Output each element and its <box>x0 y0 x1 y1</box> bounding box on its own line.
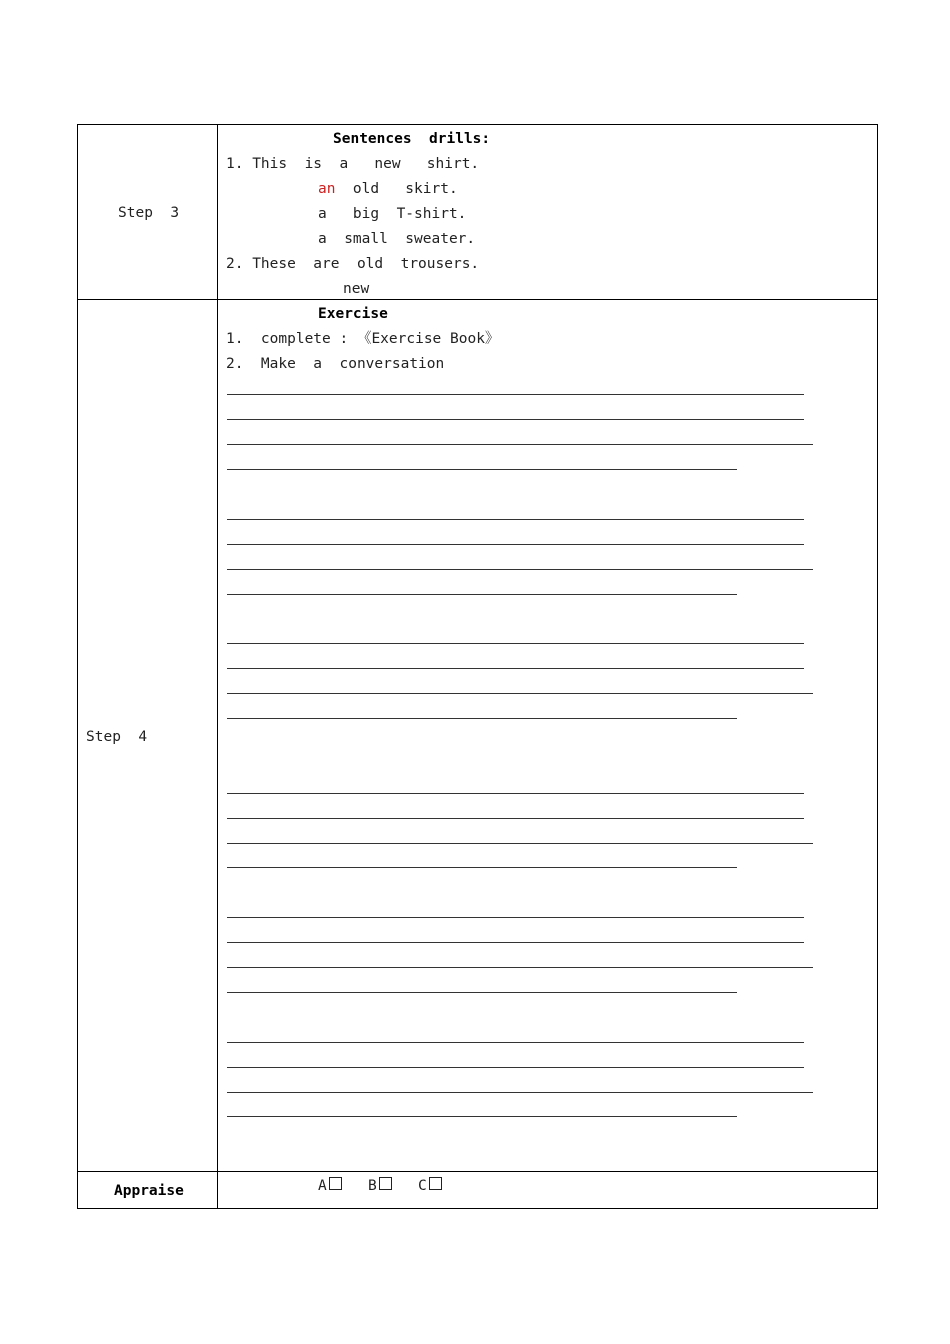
step3-label-cell <box>78 125 218 300</box>
writing-line <box>227 1116 737 1117</box>
writing-line <box>227 1042 804 1043</box>
writing-line <box>227 519 804 520</box>
grade-a-label: A <box>318 1178 327 1194</box>
grade-a[interactable] <box>318 1177 342 1195</box>
step4-content-cell <box>218 300 878 1172</box>
step3-heading: Sentences drills: <box>333 131 491 147</box>
step3-content-cell <box>218 125 878 300</box>
exercise-item-1: 1. complete : 《Exercise Book》 <box>226 331 500 347</box>
writing-line <box>227 867 737 868</box>
writing-line <box>227 444 813 445</box>
drill-line-1: 1. This is a new shirt. <box>226 156 480 172</box>
writing-line <box>227 394 804 395</box>
writing-line <box>227 818 804 819</box>
writing-line <box>227 594 737 595</box>
writing-line <box>227 693 813 694</box>
writing-line <box>227 643 804 644</box>
writing-line <box>227 469 737 470</box>
writing-line <box>227 1092 813 1093</box>
step4-label-cell <box>78 300 218 1172</box>
checkbox-icon[interactable] <box>329 1177 342 1190</box>
step4-label: Step 4 <box>86 729 148 745</box>
drill-article-highlight: an <box>318 181 336 197</box>
step3-label: Step 3 <box>118 205 180 221</box>
appraise-label-cell <box>78 1172 218 1209</box>
drill-line-5: 2. These are old trousers. <box>226 256 480 272</box>
appraise-row <box>78 1172 878 1209</box>
grade-b[interactable] <box>368 1177 392 1195</box>
drill-line-2-rest: old skirt. <box>335 181 458 197</box>
drill-line-6: new <box>343 281 370 297</box>
writing-line <box>227 967 813 968</box>
writing-line <box>227 668 804 669</box>
appraise-label: Appraise <box>114 1183 184 1199</box>
writing-line <box>227 992 737 993</box>
checkbox-icon[interactable] <box>379 1177 392 1190</box>
lesson-plan-table <box>77 124 878 1209</box>
exercise-item-2: 2. Make a conversation <box>226 356 445 372</box>
drill-line-3: a big T-shirt. <box>318 206 467 222</box>
writing-line <box>227 569 813 570</box>
drill-line-4: a small sweater. <box>318 231 476 247</box>
step4-row <box>78 300 878 1172</box>
writing-line <box>227 793 804 794</box>
step4-heading: Exercise <box>318 306 388 322</box>
writing-line <box>227 419 804 420</box>
step3-row <box>78 125 878 300</box>
drill-line-2 <box>318 180 458 198</box>
writing-line <box>227 544 804 545</box>
writing-line <box>227 917 804 918</box>
grade-c[interactable] <box>418 1177 442 1195</box>
writing-line <box>227 1067 804 1068</box>
checkbox-icon[interactable] <box>429 1177 442 1190</box>
appraise-grades-cell <box>218 1172 878 1209</box>
writing-line <box>227 718 737 719</box>
grade-c-label: C <box>418 1178 427 1194</box>
writing-line <box>227 942 804 943</box>
grade-b-label: B <box>368 1178 377 1194</box>
writing-line <box>227 843 813 844</box>
